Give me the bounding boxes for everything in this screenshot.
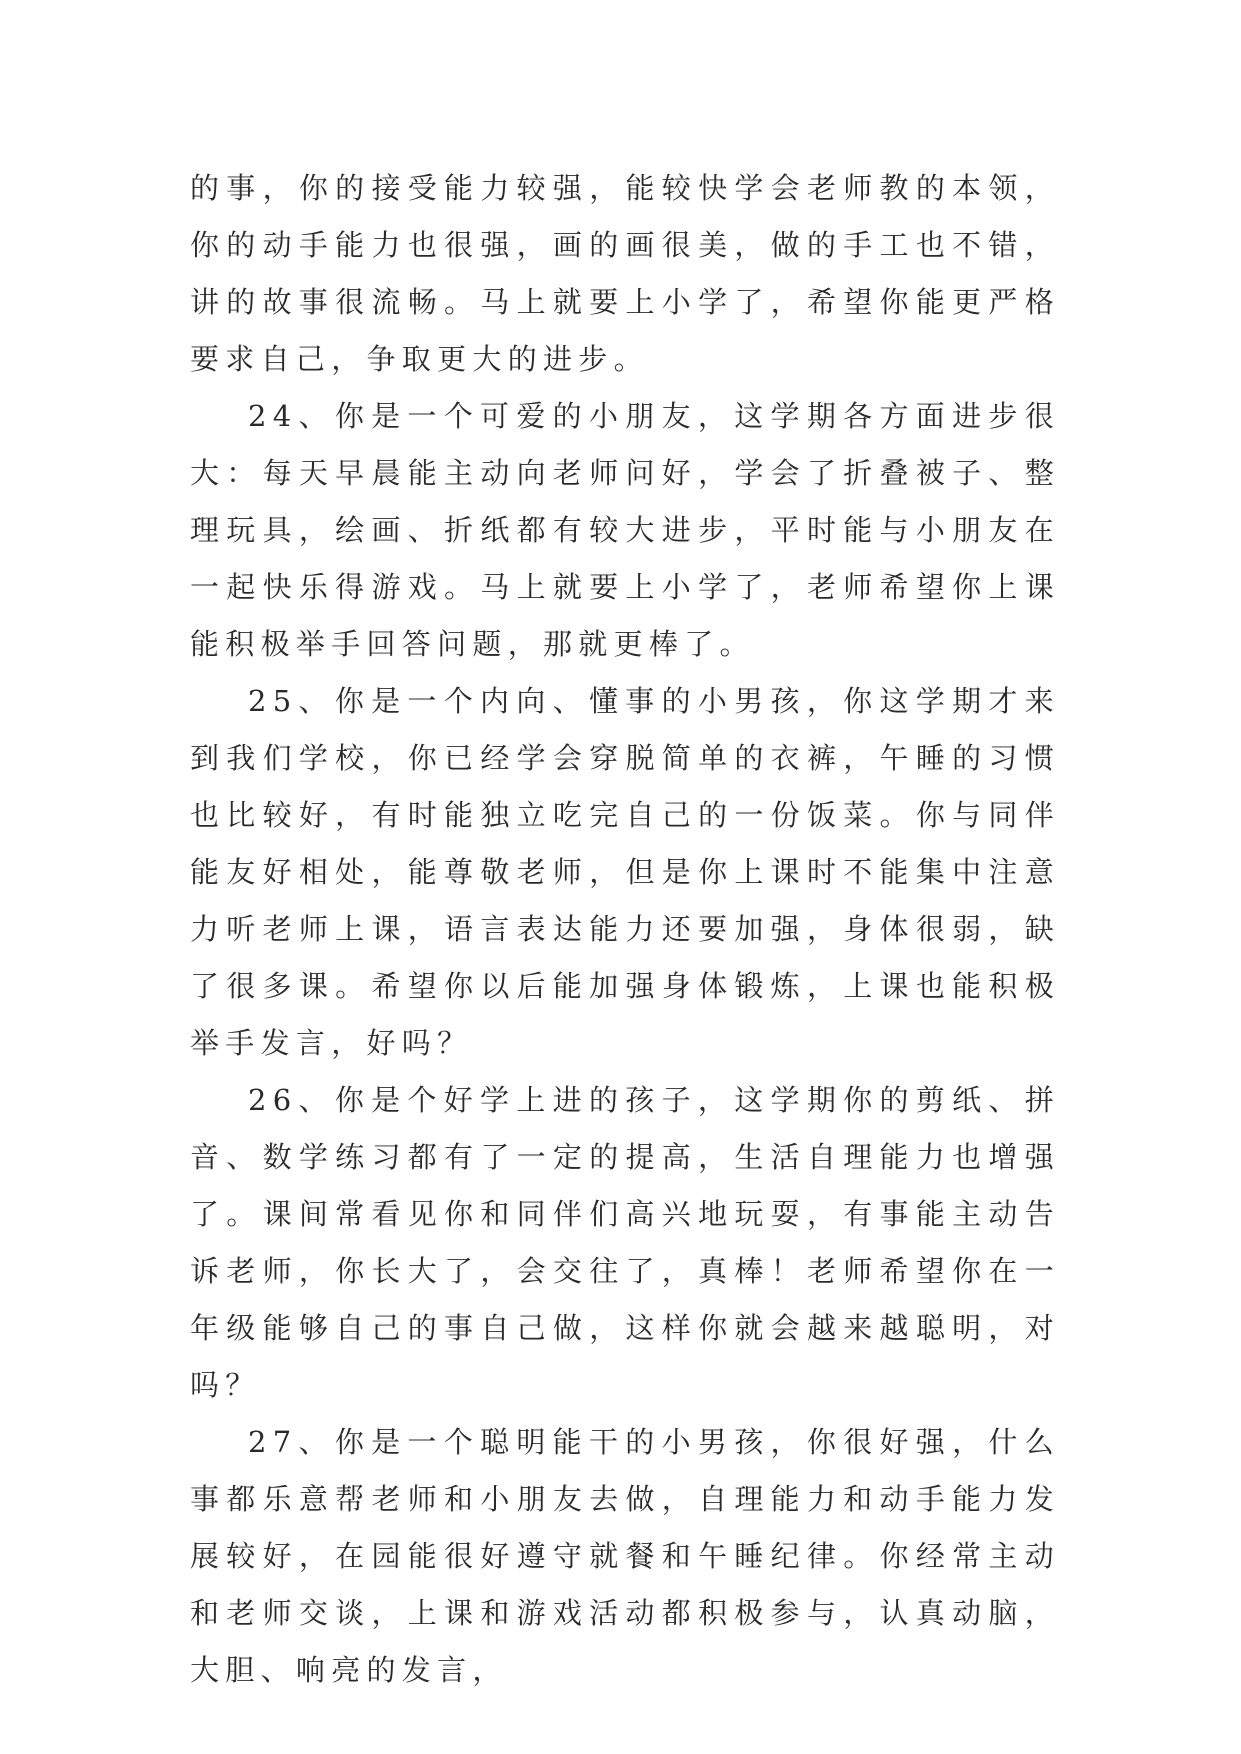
paragraph-25: 25、你是一个内向、懂事的小男孩，你这学期才来到我们学校，你已经学会穿脱简单的衣裤，午睡的习惯也比较好，有时能独立吃完自己的一份饭菜。你与同伴能友好相处，能尊敬老师，但是你上课时不能集中注意力听老师上课，语言表达能力还要加强，身体很弱，缺了很多课。希望你以后能加强身体锻炼，上课也能积极举手发言，好吗？: [190, 684, 1060, 1060]
paragraph-24: 24、你是一个可爱的小朋友，这学期各方面进步很大：每天早晨能主动向老师问好，学会了折叠被子、整理玩具，绘画、折纸都有较大进步，平时能与小朋友在一起快乐得游戏。马上就要上小学了，老师希望你上课能积极举手回答问题，那就更棒了。: [190, 399, 1060, 661]
paragraph-27: 27、你是一个聪明能干的小男孩，你很好强，什么事都乐意帮老师和小朋友去做，自理能力和动手能力发展较好，在园能很好遵守就餐和午睡纪律。你经常主动和老师交谈，上课和游戏活动都积极参与，认真动脑，大胆、响亮的发言，: [190, 1425, 1060, 1687]
paragraph-26: 26、你是个好学上进的孩子，这学期你的剪纸、拼音、数学练习都有了一定的提高，生活自理能力也增强了。课间常看见你和同伴们高兴地玩耍，有事能主动告诉老师，你长大了，会交往了，真棒！老师希望你在一年级能够自己的事自己做，这样你就会越来越聪明，对吗？: [190, 1083, 1060, 1402]
paragraph-23-continued: 的事，你的接受能力较强，能较快学会老师教的本领，你的动手能力也很强，画的画很美，做的手工也不错，讲的故事很流畅。马上就要上小学了，希望你能更严格要求自己，争取更大的进步。: [190, 171, 1060, 376]
document-page: [190, 160, 1060, 1699]
